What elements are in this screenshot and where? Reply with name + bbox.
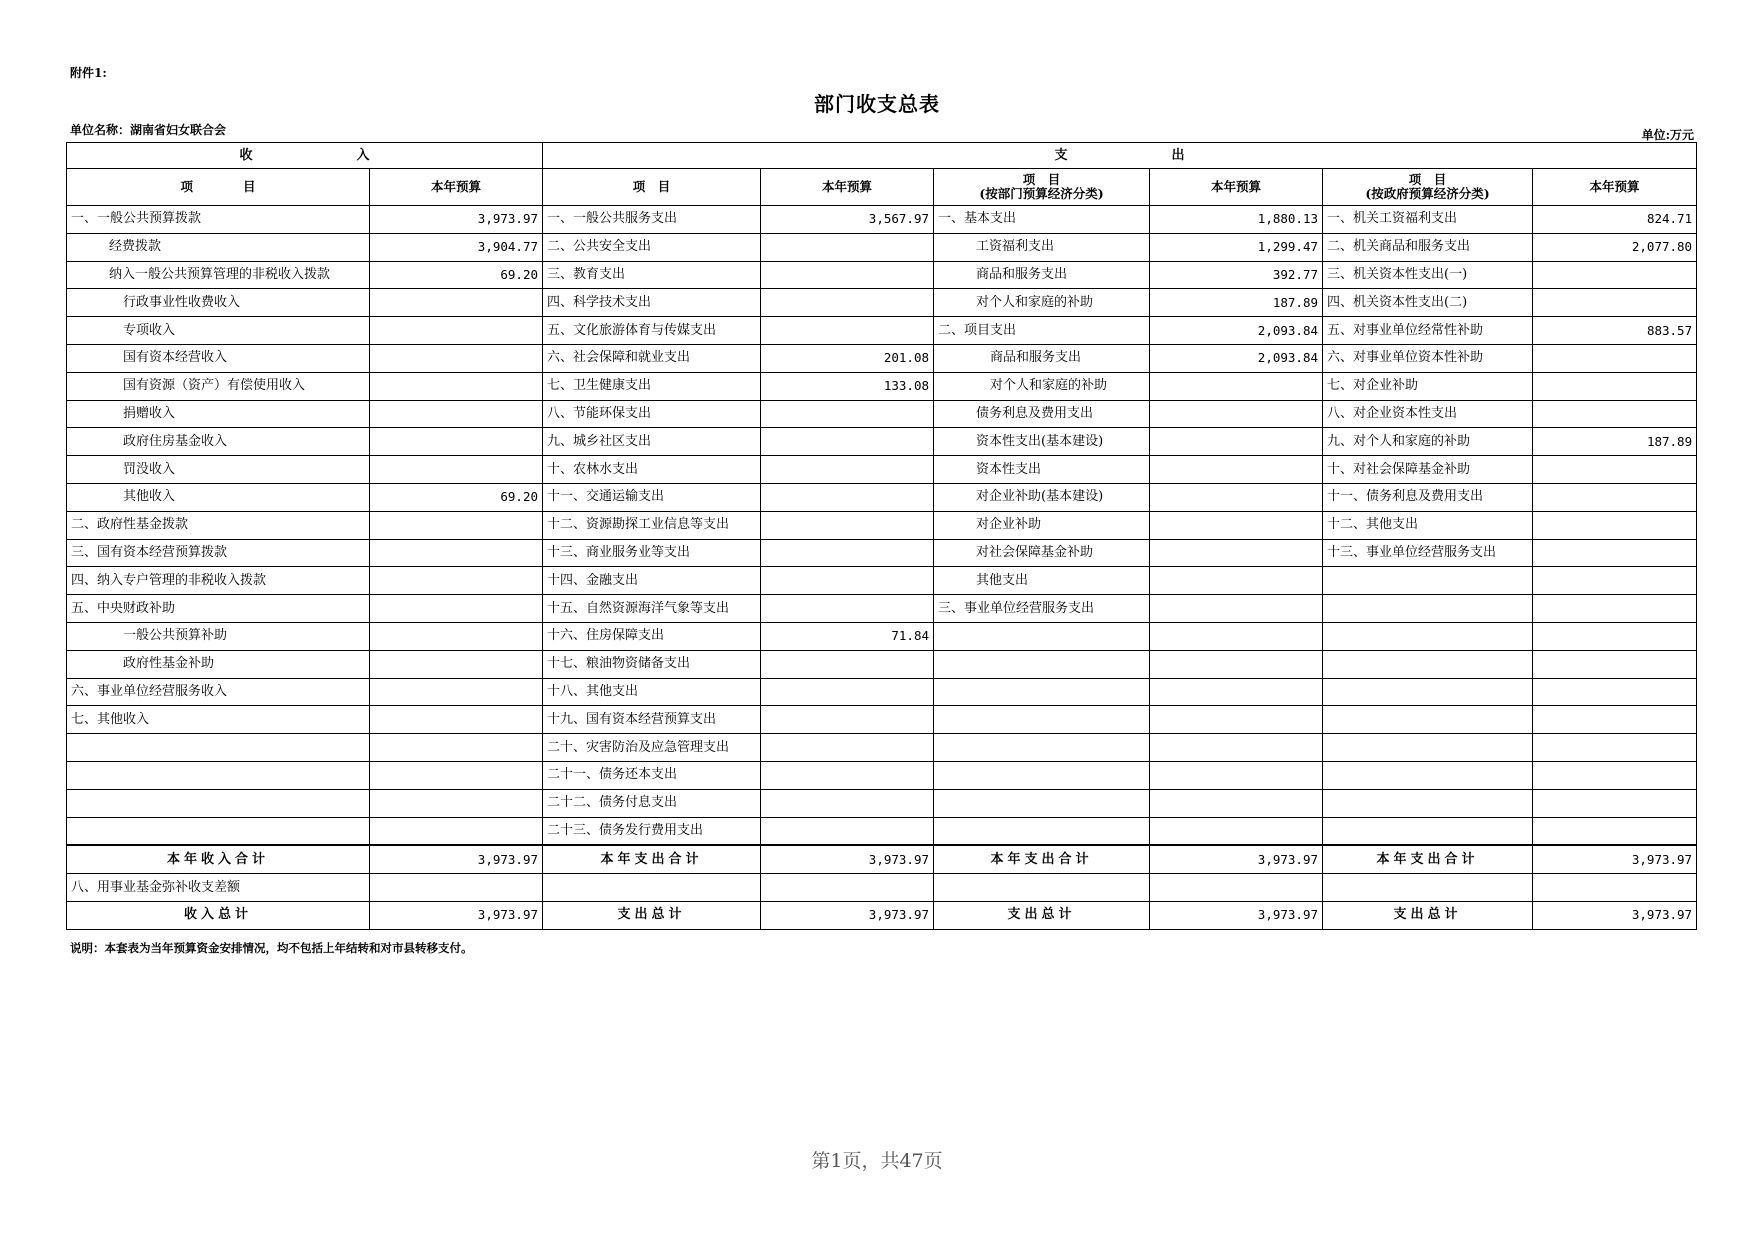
budget-value-cell bbox=[1150, 761, 1323, 789]
budget-value-cell bbox=[370, 511, 543, 539]
item-label-cell: 十五、自然资源海洋气象等支出 bbox=[543, 595, 761, 623]
item-label-cell bbox=[67, 817, 370, 845]
budget-value-cell bbox=[1150, 483, 1323, 511]
item-label-cell bbox=[1323, 678, 1533, 706]
item-label-cell: 二十三、债务发行费用支出 bbox=[543, 817, 761, 845]
item-label-cell bbox=[934, 789, 1150, 817]
budget-value-cell bbox=[370, 456, 543, 484]
budget-value-cell bbox=[370, 539, 543, 567]
item-label-cell: 三、事业单位经营服务支出 bbox=[934, 595, 1150, 623]
budget-value-cell: 2,093.84 bbox=[1150, 317, 1323, 345]
budget-value-cell: 69.20 bbox=[370, 483, 543, 511]
attachment-label: 附件1: bbox=[70, 66, 107, 80]
item-label-cell: 六、事业单位经营服务收入 bbox=[67, 678, 370, 706]
budget-value-cell bbox=[370, 567, 543, 595]
table-row bbox=[67, 289, 1697, 317]
item-label-cell: 支出总计 bbox=[934, 901, 1150, 929]
budget-value-cell bbox=[1533, 706, 1697, 734]
column-header-row bbox=[67, 169, 1697, 206]
item-label-cell: 十六、住房保障支出 bbox=[543, 622, 761, 650]
item-label-cell bbox=[934, 706, 1150, 734]
item-label-cell: 对个人和家庭的补助 bbox=[934, 289, 1150, 317]
budget-value-cell bbox=[370, 372, 543, 400]
item-label-cell: 对社会保障基金补助 bbox=[934, 539, 1150, 567]
item-label-cell: 本年支出合计 bbox=[543, 845, 761, 873]
item-label-cell: 经费拨款 bbox=[67, 233, 370, 261]
item-label-cell bbox=[1323, 595, 1533, 623]
item-label-cell: 二、公共安全支出 bbox=[543, 233, 761, 261]
table-row bbox=[67, 706, 1697, 734]
budget-value-cell bbox=[370, 400, 543, 428]
item-label-cell: 十二、其他支出 bbox=[1323, 511, 1533, 539]
item-label-cell: 资本性支出(基本建设) bbox=[934, 428, 1150, 456]
item-label-cell: 行政事业性收费收入 bbox=[67, 289, 370, 317]
item-label-cell: 五、文化旅游体育与传媒支出 bbox=[543, 317, 761, 345]
table-row bbox=[67, 874, 1697, 902]
item-label-cell: 捐赠收入 bbox=[67, 400, 370, 428]
budget-value-cell bbox=[761, 734, 934, 762]
col-header-gov-econ-budget: 本年预算 bbox=[1533, 169, 1697, 206]
item-label-cell bbox=[934, 761, 1150, 789]
budget-value-cell bbox=[1533, 344, 1697, 372]
budget-value-cell: 3,973.97 bbox=[370, 206, 543, 234]
table-row bbox=[67, 511, 1697, 539]
table-row bbox=[67, 400, 1697, 428]
budget-value-cell bbox=[1150, 706, 1323, 734]
budget-value-cell bbox=[1533, 372, 1697, 400]
item-label-cell bbox=[1323, 817, 1533, 845]
budget-value-cell bbox=[1533, 622, 1697, 650]
budget-value-cell bbox=[761, 456, 934, 484]
footnote: 说明：本套表为当年预算资金安排情况，均不包括上年结转和对市县转移支付。 bbox=[70, 941, 473, 955]
budget-value-cell: 71.84 bbox=[761, 622, 934, 650]
table-row bbox=[67, 317, 1697, 345]
budget-value-cell bbox=[1533, 539, 1697, 567]
item-label-cell: 四、机关资本性支出(二) bbox=[1323, 289, 1533, 317]
budget-value-cell bbox=[1150, 539, 1323, 567]
table-row bbox=[67, 622, 1697, 650]
item-label-cell: 八、用事业基金弥补收支差额 bbox=[67, 874, 370, 902]
table-row bbox=[67, 428, 1697, 456]
table-row bbox=[67, 845, 1697, 873]
col-header-function-item: 项 目 bbox=[543, 169, 761, 206]
item-label-cell: 三、国有资本经营预算拨款 bbox=[67, 539, 370, 567]
table-row bbox=[67, 650, 1697, 678]
item-label-cell bbox=[1323, 706, 1533, 734]
table-row bbox=[67, 567, 1697, 595]
item-label-cell: 本年支出合计 bbox=[934, 845, 1150, 873]
item-label-cell bbox=[1323, 567, 1533, 595]
budget-value-cell: 187.89 bbox=[1150, 289, 1323, 317]
item-label-cell: 七、卫生健康支出 bbox=[543, 372, 761, 400]
item-label-cell bbox=[67, 789, 370, 817]
table-row bbox=[67, 817, 1697, 845]
budget-value-cell bbox=[370, 317, 543, 345]
item-label-cell: 对企业补助(基本建设) bbox=[934, 483, 1150, 511]
item-label-cell: 十一、债务利息及费用支出 bbox=[1323, 483, 1533, 511]
budget-value-cell: 883.57 bbox=[1533, 317, 1697, 345]
budget-value-cell bbox=[1150, 456, 1323, 484]
budget-value-cell bbox=[761, 650, 934, 678]
expense-section-header: 支 出 bbox=[543, 143, 1697, 169]
budget-value-cell bbox=[370, 761, 543, 789]
budget-value-cell bbox=[370, 622, 543, 650]
table-row bbox=[67, 734, 1697, 762]
item-label-cell: 收入总计 bbox=[67, 901, 370, 929]
item-label-cell: 罚没收入 bbox=[67, 456, 370, 484]
budget-value-cell: 2,077.80 bbox=[1533, 233, 1697, 261]
item-label-cell bbox=[934, 678, 1150, 706]
budget-value-cell bbox=[1533, 400, 1697, 428]
item-label-cell bbox=[1323, 761, 1533, 789]
budget-value-cell: 3,904.77 bbox=[370, 233, 543, 261]
budget-value-cell bbox=[761, 261, 934, 289]
item-label-cell bbox=[1323, 650, 1533, 678]
item-label-cell bbox=[934, 817, 1150, 845]
item-label-cell: 一、基本支出 bbox=[934, 206, 1150, 234]
budget-value-cell bbox=[370, 817, 543, 845]
budget-value-cell bbox=[761, 789, 934, 817]
budget-value-cell: 3,973.97 bbox=[1533, 901, 1697, 929]
item-label-cell: 十三、事业单位经营服务支出 bbox=[1323, 539, 1533, 567]
col-header-income-item: 项 目 bbox=[67, 169, 370, 206]
budget-value-cell bbox=[761, 595, 934, 623]
table-body bbox=[67, 206, 1697, 930]
table-row bbox=[67, 901, 1697, 929]
budget-value-cell bbox=[1533, 874, 1697, 902]
budget-value-cell bbox=[761, 817, 934, 845]
page-title: 部门收支总表 bbox=[814, 92, 940, 116]
budget-value-cell bbox=[1533, 761, 1697, 789]
budget-value-cell bbox=[1533, 456, 1697, 484]
item-label-cell: 商品和服务支出 bbox=[934, 261, 1150, 289]
budget-value-cell: 69.20 bbox=[370, 261, 543, 289]
budget-value-cell: 3,973.97 bbox=[370, 845, 543, 873]
item-label-cell: 本年支出合计 bbox=[1323, 845, 1533, 873]
budget-value-cell bbox=[1150, 650, 1323, 678]
budget-value-cell bbox=[370, 789, 543, 817]
budget-value-cell bbox=[1533, 483, 1697, 511]
item-label-cell: 一、机关工资福利支出 bbox=[1323, 206, 1533, 234]
budget-value-cell bbox=[761, 233, 934, 261]
budget-value-cell: 1,299.47 bbox=[1150, 233, 1323, 261]
item-label-cell: 本年收入合计 bbox=[67, 845, 370, 873]
budget-value-cell bbox=[370, 650, 543, 678]
item-label-cell: 四、纳入专户管理的非税收入拨款 bbox=[67, 567, 370, 595]
item-label-cell: 十三、商业服务业等支出 bbox=[543, 539, 761, 567]
item-label-cell bbox=[67, 734, 370, 762]
item-label-cell: 资本性支出 bbox=[934, 456, 1150, 484]
budget-value-cell bbox=[1150, 372, 1323, 400]
item-label-cell bbox=[934, 734, 1150, 762]
table-row bbox=[67, 344, 1697, 372]
budget-value-cell bbox=[761, 289, 934, 317]
item-label-cell: 九、对个人和家庭的补助 bbox=[1323, 428, 1533, 456]
item-label-cell: 七、对企业补助 bbox=[1323, 372, 1533, 400]
table-row bbox=[67, 372, 1697, 400]
budget-value-cell bbox=[370, 595, 543, 623]
item-label-cell: 六、社会保障和就业支出 bbox=[543, 344, 761, 372]
budget-value-cell bbox=[761, 874, 934, 902]
item-label-cell: 其他收入 bbox=[67, 483, 370, 511]
budget-value-cell bbox=[1533, 261, 1697, 289]
budget-value-cell bbox=[370, 734, 543, 762]
budget-value-cell bbox=[370, 706, 543, 734]
budget-value-cell: 201.08 bbox=[761, 344, 934, 372]
item-label-cell: 十、农林水支出 bbox=[543, 456, 761, 484]
budget-value-cell bbox=[1150, 817, 1323, 845]
item-label-cell: 一般公共预算补助 bbox=[67, 622, 370, 650]
item-label-cell: 七、其他收入 bbox=[67, 706, 370, 734]
item-label-cell: 对企业补助 bbox=[934, 511, 1150, 539]
item-label-cell: 债务利息及费用支出 bbox=[934, 400, 1150, 428]
item-label-cell: 支出总计 bbox=[1323, 901, 1533, 929]
item-label-cell: 五、中央财政补助 bbox=[67, 595, 370, 623]
item-label-cell bbox=[67, 761, 370, 789]
page-indicator: 第1页，共47页 bbox=[811, 1150, 943, 1172]
item-label-cell: 一、一般公共服务支出 bbox=[543, 206, 761, 234]
item-label-cell: 九、城乡社区支出 bbox=[543, 428, 761, 456]
item-label-cell: 十一、交通运输支出 bbox=[543, 483, 761, 511]
budget-value-cell bbox=[370, 344, 543, 372]
item-label-cell: 一、一般公共预算拨款 bbox=[67, 206, 370, 234]
item-label-cell: 十四、金融支出 bbox=[543, 567, 761, 595]
budget-value-cell bbox=[1533, 289, 1697, 317]
item-label-cell: 三、机关资本性支出(一) bbox=[1323, 261, 1533, 289]
budget-value-cell: 392.77 bbox=[1150, 261, 1323, 289]
budget-value-cell: 187.89 bbox=[1533, 428, 1697, 456]
budget-value-cell bbox=[761, 483, 934, 511]
col-header-function-budget: 本年预算 bbox=[761, 169, 934, 206]
budget-value-cell: 3,567.97 bbox=[761, 206, 934, 234]
item-label-cell: 六、对事业单位资本性补助 bbox=[1323, 344, 1533, 372]
item-label-cell: 十八、其他支出 bbox=[543, 678, 761, 706]
budget-value-cell bbox=[370, 678, 543, 706]
item-label-cell bbox=[1323, 622, 1533, 650]
item-label-cell: 国有资源（资产）有偿使用收入 bbox=[67, 372, 370, 400]
budget-value-cell bbox=[1150, 734, 1323, 762]
table-row bbox=[67, 595, 1697, 623]
budget-value-cell bbox=[1533, 678, 1697, 706]
col-header-dept-econ-budget: 本年预算 bbox=[1150, 169, 1323, 206]
col-header-income-budget: 本年预算 bbox=[370, 169, 543, 206]
table-row bbox=[67, 233, 1697, 261]
budget-value-cell: 3,973.97 bbox=[1150, 845, 1323, 873]
item-label-cell: 二十、灾害防治及应急管理支出 bbox=[543, 734, 761, 762]
budget-value-cell bbox=[1533, 595, 1697, 623]
budget-value-cell: 3,973.97 bbox=[1533, 845, 1697, 873]
budget-value-cell bbox=[761, 567, 934, 595]
budget-value-cell: 1,880.13 bbox=[1150, 206, 1323, 234]
item-label-cell: 十二、资源勘探工业信息等支出 bbox=[543, 511, 761, 539]
budget-value-cell bbox=[761, 678, 934, 706]
budget-value-cell: 133.08 bbox=[761, 372, 934, 400]
item-label-cell bbox=[934, 650, 1150, 678]
item-label-cell bbox=[1323, 734, 1533, 762]
budget-value-cell bbox=[1150, 428, 1323, 456]
item-label-cell: 政府住房基金收入 bbox=[67, 428, 370, 456]
budget-value-cell bbox=[1150, 400, 1323, 428]
budget-value-cell: 3,973.97 bbox=[761, 845, 934, 873]
item-label-cell: 二十二、债务付息支出 bbox=[543, 789, 761, 817]
item-label-cell: 二十一、债务还本支出 bbox=[543, 761, 761, 789]
budget-value-cell bbox=[1533, 650, 1697, 678]
table-row bbox=[67, 483, 1697, 511]
item-label-cell: 八、节能环保支出 bbox=[543, 400, 761, 428]
item-label-cell: 八、对企业资本性支出 bbox=[1323, 400, 1533, 428]
table-row bbox=[67, 789, 1697, 817]
item-label-cell: 其他支出 bbox=[934, 567, 1150, 595]
budget-table bbox=[66, 142, 1697, 930]
budget-value-cell: 3,973.97 bbox=[1150, 901, 1323, 929]
budget-value-cell bbox=[370, 874, 543, 902]
budget-value-cell bbox=[1150, 678, 1323, 706]
table-row bbox=[67, 206, 1697, 234]
item-label-cell: 三、教育支出 bbox=[543, 261, 761, 289]
budget-value-cell bbox=[1533, 817, 1697, 845]
budget-value-cell bbox=[1150, 511, 1323, 539]
item-label-cell bbox=[934, 622, 1150, 650]
item-label-cell: 十、对社会保障基金补助 bbox=[1323, 456, 1533, 484]
item-label-cell: 纳入一般公共预算管理的非税收入拨款 bbox=[67, 261, 370, 289]
budget-value-cell bbox=[370, 289, 543, 317]
section-header-row bbox=[67, 143, 1697, 169]
item-label-cell bbox=[934, 874, 1150, 902]
budget-value-cell: 3,973.97 bbox=[761, 901, 934, 929]
unit-name: 单位名称：湖南省妇女联合会 bbox=[70, 123, 227, 137]
table-row bbox=[67, 456, 1697, 484]
budget-value-cell: 824.71 bbox=[1533, 206, 1697, 234]
budget-value-cell bbox=[1150, 622, 1323, 650]
table-row bbox=[67, 539, 1697, 567]
income-section-header: 收 入 bbox=[67, 143, 543, 169]
col-header-gov-econ-item: 项 目 (按政府预算经济分类) bbox=[1323, 169, 1533, 206]
budget-value-cell bbox=[1533, 511, 1697, 539]
item-label-cell: 十九、国有资本经营预算支出 bbox=[543, 706, 761, 734]
budget-value-cell bbox=[1533, 789, 1697, 817]
item-label-cell: 工资福利支出 bbox=[934, 233, 1150, 261]
budget-value-cell bbox=[370, 428, 543, 456]
table-row bbox=[67, 678, 1697, 706]
item-label-cell: 商品和服务支出 bbox=[934, 344, 1150, 372]
budget-value-cell bbox=[1150, 567, 1323, 595]
item-label-cell: 二、项目支出 bbox=[934, 317, 1150, 345]
budget-value-cell bbox=[761, 511, 934, 539]
item-label-cell: 二、机关商品和服务支出 bbox=[1323, 233, 1533, 261]
item-label-cell: 政府性基金补助 bbox=[67, 650, 370, 678]
item-label-cell: 支出总计 bbox=[543, 901, 761, 929]
currency-unit: 单位:万元 bbox=[1641, 128, 1694, 142]
budget-value-cell bbox=[1150, 789, 1323, 817]
budget-value-cell: 2,093.84 bbox=[1150, 344, 1323, 372]
table-row bbox=[67, 761, 1697, 789]
item-label-cell bbox=[543, 874, 761, 902]
col-header-dept-econ-item: 项 目 (按部门预算经济分类) bbox=[934, 169, 1150, 206]
budget-value-cell: 3,973.97 bbox=[370, 901, 543, 929]
budget-value-cell bbox=[1533, 734, 1697, 762]
budget-value-cell bbox=[1150, 595, 1323, 623]
item-label-cell: 国有资本经营收入 bbox=[67, 344, 370, 372]
item-label-cell bbox=[1323, 789, 1533, 817]
budget-value-cell bbox=[761, 428, 934, 456]
item-label-cell bbox=[1323, 874, 1533, 902]
item-label-cell: 对个人和家庭的补助 bbox=[934, 372, 1150, 400]
item-label-cell: 二、政府性基金拨款 bbox=[67, 511, 370, 539]
item-label-cell: 专项收入 bbox=[67, 317, 370, 345]
item-label-cell: 四、科学技术支出 bbox=[543, 289, 761, 317]
table-row bbox=[67, 261, 1697, 289]
budget-value-cell bbox=[1533, 567, 1697, 595]
budget-value-cell bbox=[761, 761, 934, 789]
budget-value-cell bbox=[761, 400, 934, 428]
budget-value-cell bbox=[1150, 874, 1323, 902]
item-label-cell: 十七、粮油物资储备支出 bbox=[543, 650, 761, 678]
budget-value-cell bbox=[761, 317, 934, 345]
item-label-cell: 五、对事业单位经常性补助 bbox=[1323, 317, 1533, 345]
budget-value-cell bbox=[761, 706, 934, 734]
budget-value-cell bbox=[761, 539, 934, 567]
